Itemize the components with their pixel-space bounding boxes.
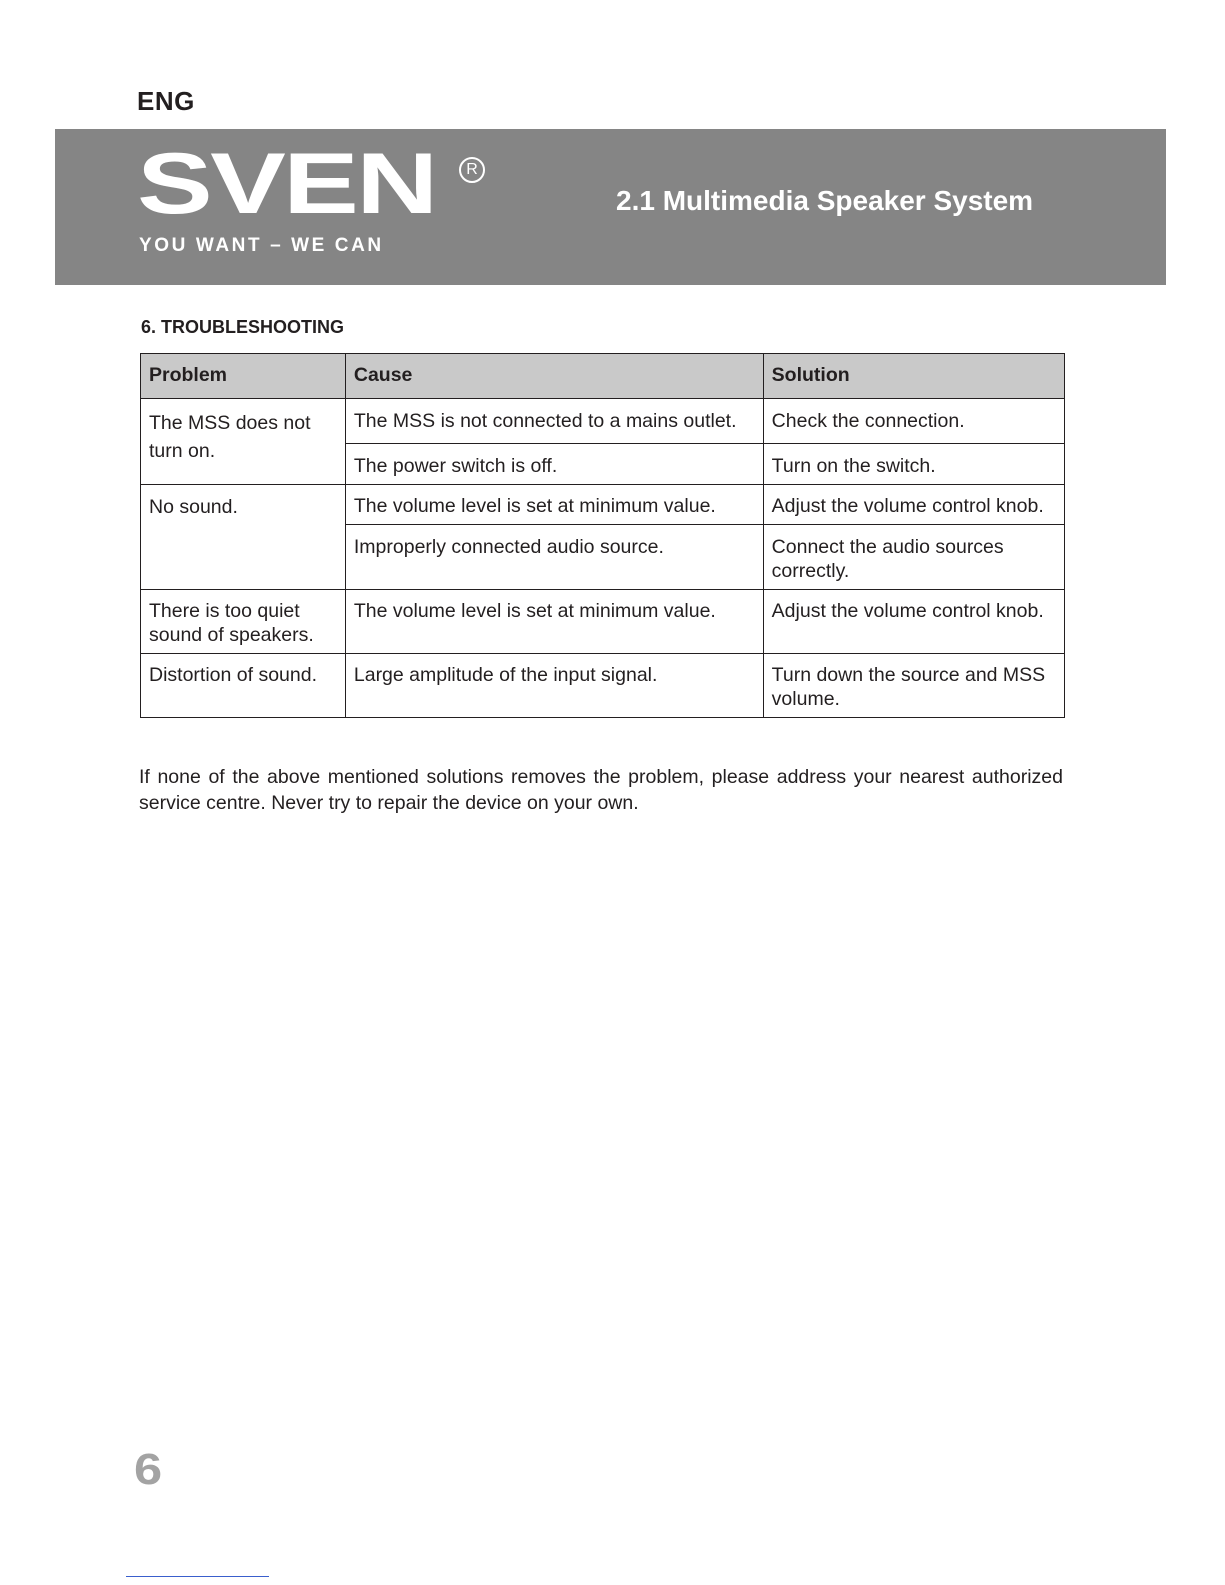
column-header-cause: Cause [345, 354, 763, 399]
section-heading: 6. TROUBLESHOOTING [141, 317, 345, 337]
table-row [141, 399, 1065, 444]
registered-mark-icon: R [459, 157, 485, 183]
page-number: 6 [134, 1445, 162, 1494]
brand-logo: SVEN [137, 136, 436, 232]
table-row [141, 485, 1065, 525]
problem-cell: There is too quiet sound of speakers. [141, 590, 346, 654]
cause-cell: The volume level is set at minimum value. [345, 590, 763, 654]
problem-cell: Distortion of sound. [141, 654, 346, 718]
table-row [141, 654, 1065, 718]
column-header-solution: Solution [763, 354, 1064, 399]
table-header-row [141, 354, 1065, 399]
cause-cell: Large amplitude of the input signal. [345, 654, 763, 718]
solution-cell: Connect the audio sources correctly. [763, 525, 1064, 590]
cause-cell: The MSS is not connected to a mains outlet. [345, 399, 763, 444]
header-banner [55, 129, 1166, 285]
solution-cell: Check the connection. [763, 399, 1064, 444]
brand-slogan: YOU WANT – WE CAN [139, 235, 384, 256]
problem-cell: No sound. [141, 485, 346, 590]
troubleshooting-table [140, 353, 1065, 718]
cause-cell: The volume level is set at minimum value. [345, 485, 763, 525]
solution-cell: Turn on the switch. [763, 444, 1064, 485]
service-note: If none of the above mentioned solutions removes the problem, please address your nearest authorized service centre. Never try to repair the device on your own. [139, 766, 1063, 814]
solution-cell: Adjust the volume control knob. [763, 485, 1064, 525]
product-title: 2.1 Multimedia Speaker System [616, 185, 1034, 216]
solution-cell: Turn down the source and MSS volume. [763, 654, 1064, 718]
solution-cell: Adjust the volume control knob. [763, 590, 1064, 654]
column-header-problem: Problem [141, 354, 346, 399]
language-label: ENG [137, 86, 195, 116]
table-row [141, 590, 1065, 654]
cause-cell: The power switch is off. [345, 444, 763, 485]
cause-cell: Improperly connected audio source. [345, 525, 763, 590]
bottom-rule [126, 1576, 269, 1577]
problem-cell: The MSS does not turn on. [141, 399, 346, 485]
